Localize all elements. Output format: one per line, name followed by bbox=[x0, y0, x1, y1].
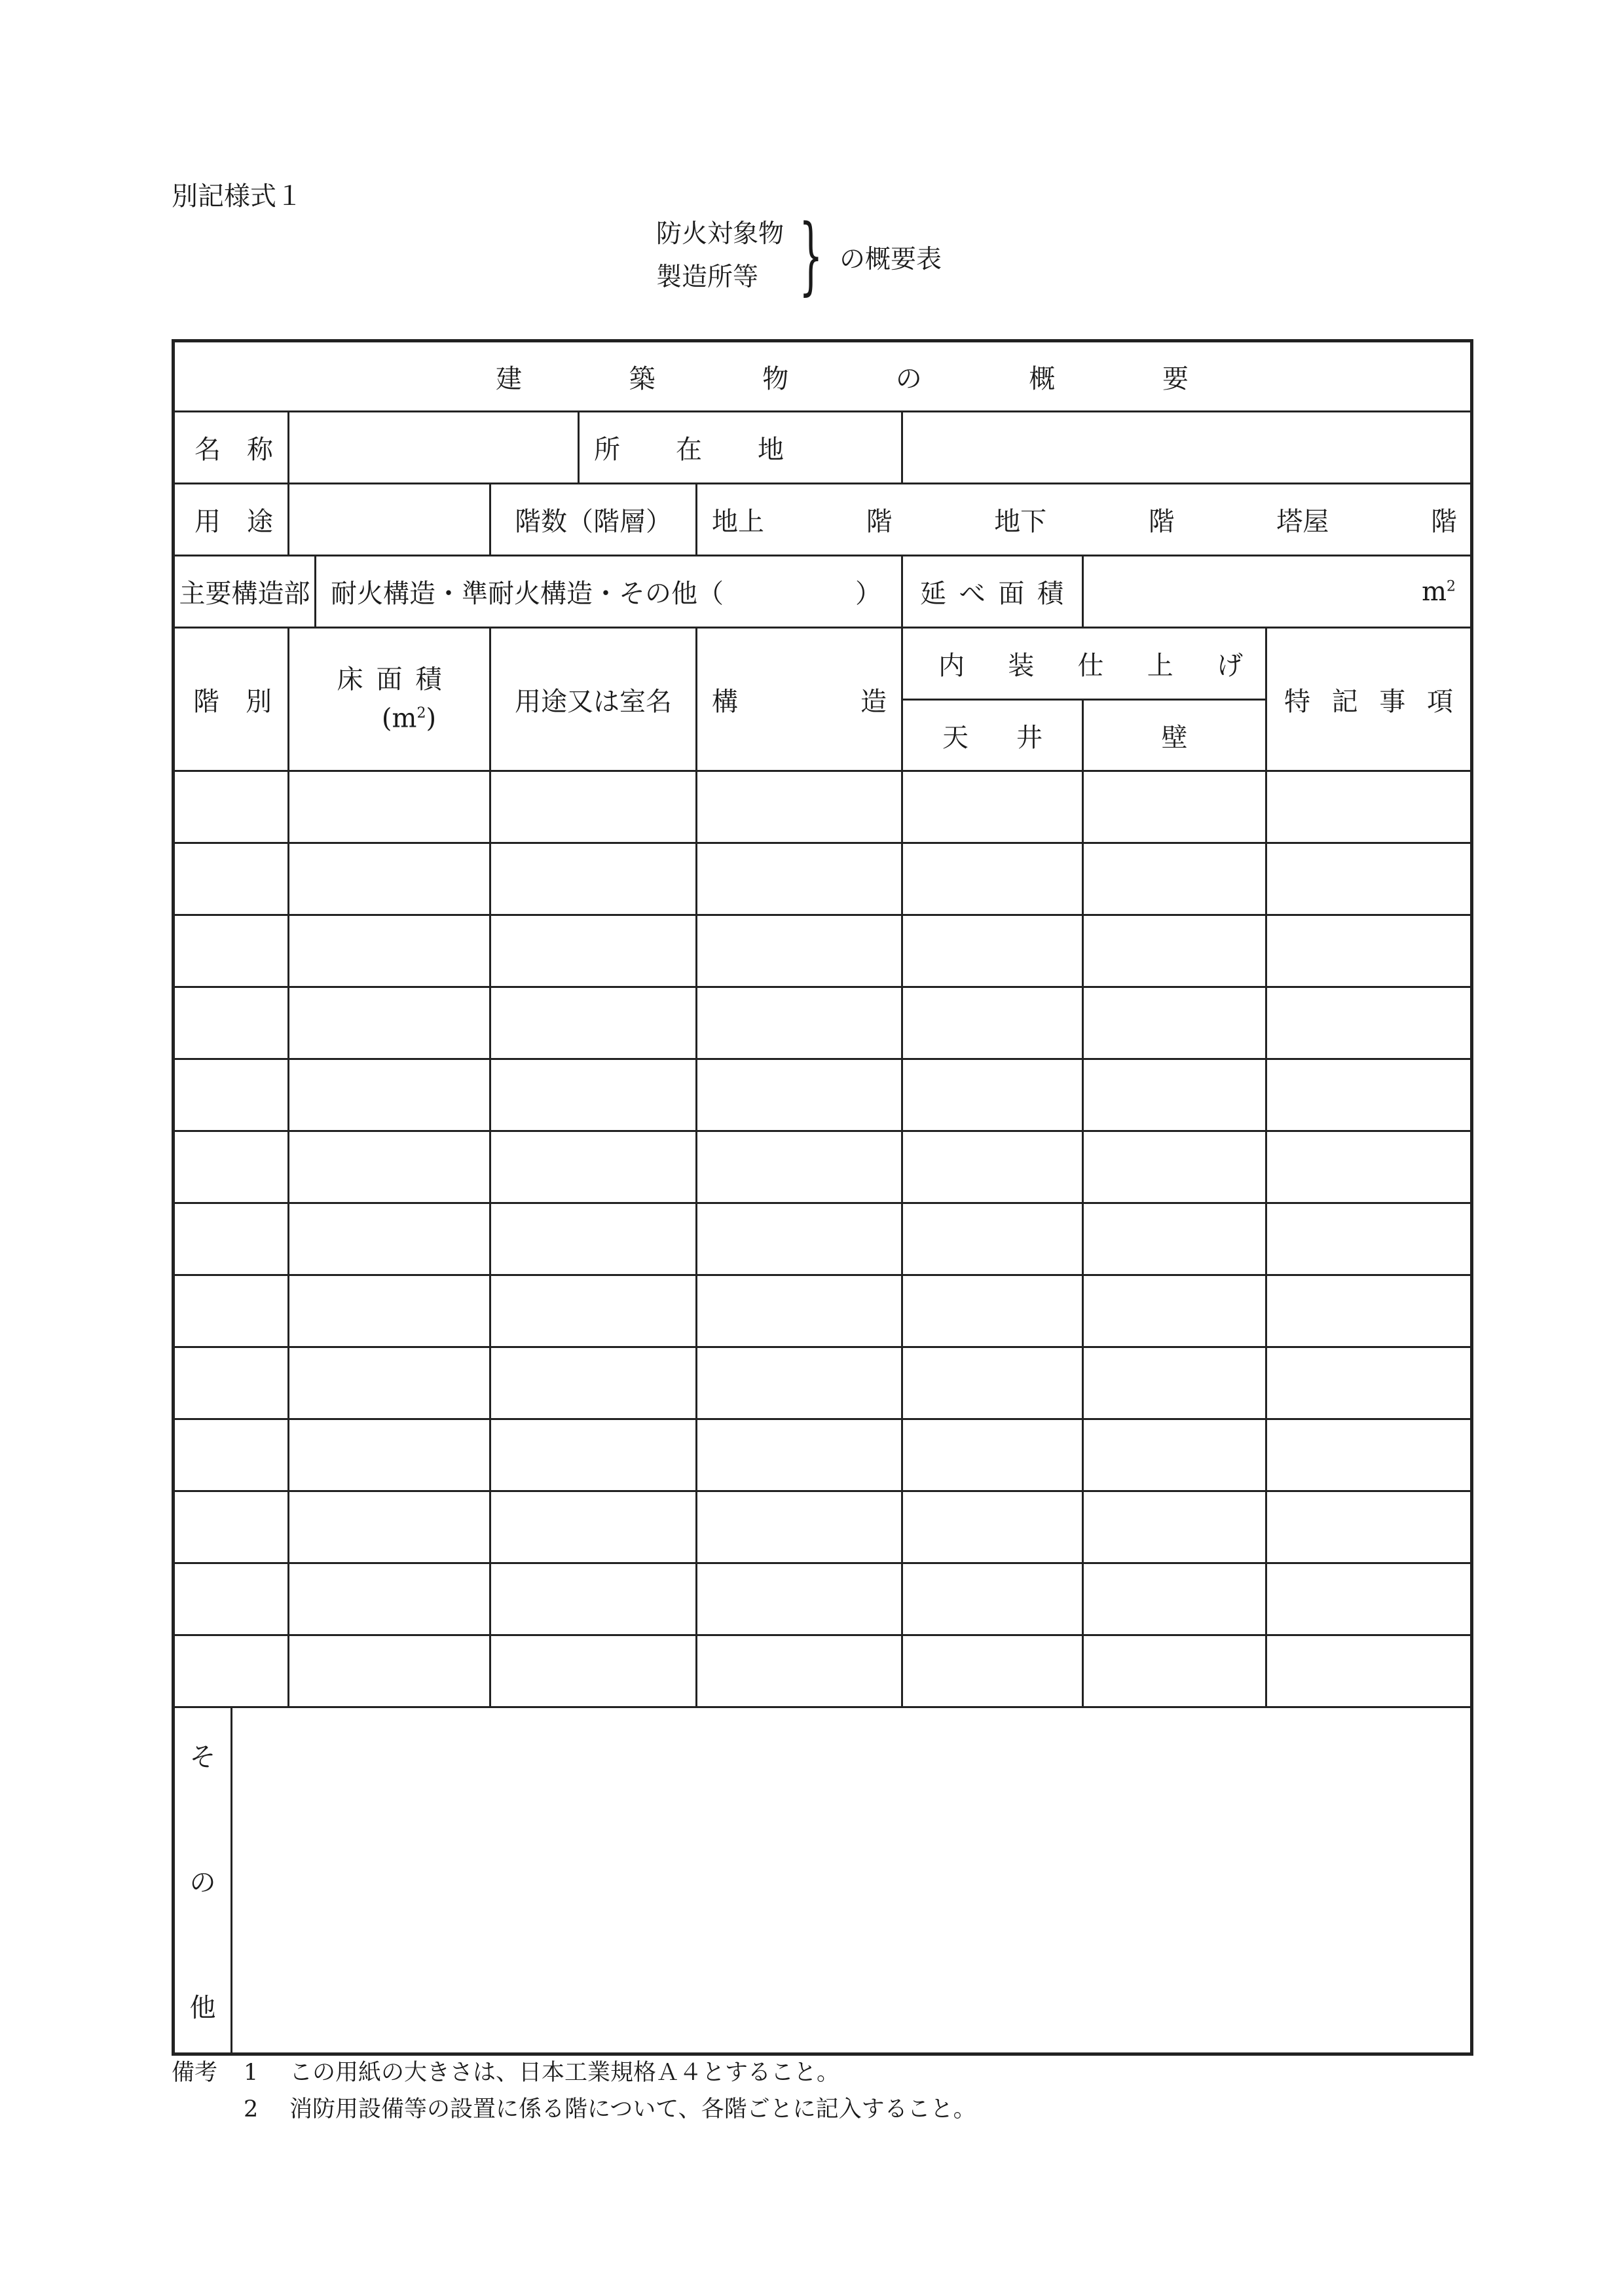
structure-cell[interactable] bbox=[697, 1491, 902, 1563]
other-row bbox=[174, 1707, 1472, 2054]
remarks-cell[interactable] bbox=[1266, 1635, 1472, 1707]
structure-cell[interactable] bbox=[697, 843, 902, 915]
table-row bbox=[174, 1203, 1472, 1275]
structure-cell[interactable] bbox=[697, 771, 902, 843]
use-cell[interactable] bbox=[490, 987, 697, 1059]
total-area-field[interactable] bbox=[1083, 556, 1472, 628]
stories-label: 階数（階層） bbox=[490, 484, 697, 556]
structure-cell[interactable] bbox=[697, 987, 902, 1059]
remarks-cell[interactable] bbox=[1266, 1131, 1472, 1203]
notes-heading: 備考 bbox=[172, 2060, 218, 2086]
title-line-1: 防火対象物 bbox=[656, 219, 784, 249]
building-overview-table bbox=[172, 339, 1473, 2056]
floor-area-cell[interactable] bbox=[289, 915, 490, 987]
note-item: 備考 1 この用紙の大きさは、日本工業規格Ａ４とすること。 bbox=[172, 2054, 976, 2091]
use-cell[interactable] bbox=[490, 843, 697, 915]
ceiling-cell[interactable] bbox=[902, 1347, 1083, 1419]
remarks-cell[interactable] bbox=[1266, 1275, 1472, 1347]
remarks-cell[interactable] bbox=[1266, 1203, 1472, 1275]
structure-cell[interactable] bbox=[697, 1635, 902, 1707]
wall-cell[interactable] bbox=[1083, 1275, 1266, 1347]
col-wall: 壁 bbox=[1083, 700, 1266, 771]
structure-cell[interactable] bbox=[697, 1059, 902, 1131]
floor-cell[interactable] bbox=[174, 1563, 289, 1635]
floor-cell[interactable] bbox=[174, 987, 289, 1059]
wall-cell[interactable] bbox=[1083, 1491, 1266, 1563]
floor-cell[interactable] bbox=[174, 1419, 289, 1491]
col-floor: 階 別 bbox=[174, 628, 289, 771]
floor-area-cell[interactable] bbox=[289, 843, 490, 915]
use-cell[interactable] bbox=[490, 1563, 697, 1635]
structure-cell[interactable] bbox=[697, 1275, 902, 1347]
floor-area-cell[interactable] bbox=[289, 771, 490, 843]
floor-cell[interactable] bbox=[174, 1059, 289, 1131]
table-heading: 建 築 物 の 概 要 bbox=[174, 341, 1472, 412]
floor-cell[interactable] bbox=[174, 843, 289, 915]
ceiling-cell[interactable] bbox=[902, 987, 1083, 1059]
location-label: 所 在 地 bbox=[579, 412, 902, 484]
other-field[interactable] bbox=[232, 1707, 1472, 2054]
wall-cell[interactable] bbox=[1083, 1419, 1266, 1491]
floor-cell[interactable] bbox=[174, 1275, 289, 1347]
use-field[interactable] bbox=[289, 484, 490, 556]
area-unit-superscript: 2 bbox=[1447, 578, 1456, 595]
table-row bbox=[174, 843, 1472, 915]
remarks-cell[interactable] bbox=[1266, 1563, 1472, 1635]
floor-cell[interactable] bbox=[174, 1203, 289, 1275]
floor-area-cell[interactable] bbox=[289, 1635, 490, 1707]
table-row bbox=[174, 1059, 1472, 1131]
name-location-row bbox=[174, 412, 1472, 484]
remarks-cell[interactable] bbox=[1266, 1419, 1472, 1491]
table-row bbox=[174, 1275, 1472, 1347]
table-row bbox=[174, 1563, 1472, 1635]
wall-cell[interactable] bbox=[1083, 987, 1266, 1059]
structure-label: 主要構造部 bbox=[174, 556, 316, 628]
table-row bbox=[174, 771, 1472, 843]
col-interior: 内 装 仕 上 げ bbox=[902, 628, 1266, 700]
floor-area-cell[interactable] bbox=[289, 987, 490, 1059]
note-item: 2 消防用設備等の設置に係る階について、各階ごとに記入すること。 bbox=[244, 2096, 976, 2123]
use-label: 用 途 bbox=[174, 484, 289, 556]
ceiling-cell[interactable] bbox=[902, 771, 1083, 843]
floor-area-cell[interactable] bbox=[289, 1131, 490, 1203]
ceiling-cell[interactable] bbox=[902, 1059, 1083, 1131]
col-structure: 構 造 bbox=[697, 628, 902, 771]
remarks-cell[interactable] bbox=[1266, 1347, 1472, 1419]
structure-cell[interactable] bbox=[697, 1131, 902, 1203]
floor-cell[interactable] bbox=[174, 771, 289, 843]
wall-cell[interactable] bbox=[1083, 1635, 1266, 1707]
name-field[interactable] bbox=[289, 412, 579, 484]
notes bbox=[172, 2054, 976, 2128]
structure-cell[interactable] bbox=[697, 1419, 902, 1491]
wall-cell[interactable] bbox=[1083, 1347, 1266, 1419]
ceiling-cell[interactable] bbox=[902, 1419, 1083, 1491]
use-cell[interactable] bbox=[490, 915, 697, 987]
col-ceiling: 天 井 bbox=[902, 700, 1083, 771]
total-area-label: 延 べ 面 積 bbox=[902, 556, 1083, 628]
floor-cell[interactable] bbox=[174, 1635, 289, 1707]
structure-options[interactable]: 耐火構造・準耐火構造・その他（ ） bbox=[316, 556, 902, 628]
floor-cell[interactable] bbox=[174, 1491, 289, 1563]
floor-area-cell[interactable] bbox=[289, 1563, 490, 1635]
floor-area-cell[interactable] bbox=[289, 1419, 490, 1491]
form-label: 別記様式１ bbox=[172, 181, 303, 211]
wall-cell[interactable] bbox=[1083, 771, 1266, 843]
stories-field[interactable]: 地上 階 地下 階 塔屋 階 bbox=[697, 484, 1472, 556]
use-cell[interactable] bbox=[490, 1059, 697, 1131]
ceiling-cell[interactable] bbox=[902, 1635, 1083, 1707]
remarks-cell[interactable] bbox=[1266, 1491, 1472, 1563]
floor-area-cell[interactable] bbox=[289, 1491, 490, 1563]
ceiling-cell[interactable] bbox=[902, 843, 1083, 915]
ceiling-cell[interactable] bbox=[902, 1491, 1083, 1563]
structure-cell[interactable] bbox=[697, 1347, 902, 1419]
brace-symbol: } bbox=[799, 207, 823, 304]
table-row bbox=[174, 1491, 1472, 1563]
table-row bbox=[174, 1131, 1472, 1203]
table-row bbox=[174, 915, 1472, 987]
other-label: そ の 他 bbox=[174, 1707, 232, 2054]
remarks-cell[interactable] bbox=[1266, 987, 1472, 1059]
floor-cell[interactable] bbox=[174, 915, 289, 987]
use-cell[interactable] bbox=[490, 1419, 697, 1491]
title-line-2: 製造所等 bbox=[656, 263, 759, 292]
ceiling-cell[interactable] bbox=[902, 1203, 1083, 1275]
name-label: 名 称 bbox=[174, 412, 289, 484]
area-unit: m bbox=[1422, 576, 1447, 607]
use-cell[interactable] bbox=[490, 1203, 697, 1275]
structure-row bbox=[174, 556, 1472, 628]
use-cell[interactable] bbox=[490, 1635, 697, 1707]
ceiling-cell[interactable] bbox=[902, 915, 1083, 987]
floor-cell[interactable] bbox=[174, 1131, 289, 1203]
floor-area-cell[interactable] bbox=[289, 1275, 490, 1347]
remarks-cell[interactable] bbox=[1266, 843, 1472, 915]
use-cell[interactable] bbox=[490, 1491, 697, 1563]
remarks-cell[interactable] bbox=[1266, 771, 1472, 843]
ceiling-cell[interactable] bbox=[902, 1131, 1083, 1203]
table-row bbox=[174, 1635, 1472, 1707]
heading-row bbox=[174, 341, 1472, 412]
use-cell[interactable] bbox=[490, 1275, 697, 1347]
table-row bbox=[174, 1419, 1472, 1491]
ceiling-cell[interactable] bbox=[902, 1563, 1083, 1635]
title-suffix: の概要表 bbox=[840, 245, 942, 274]
floor-area-cell[interactable] bbox=[289, 1059, 490, 1131]
floor-cell[interactable] bbox=[174, 1347, 289, 1419]
structure-cell[interactable] bbox=[697, 1563, 902, 1635]
structure-cell[interactable] bbox=[697, 1203, 902, 1275]
table-row bbox=[174, 1347, 1472, 1419]
location-field[interactable] bbox=[902, 412, 1472, 484]
wall-cell[interactable] bbox=[1083, 915, 1266, 987]
ceiling-cell[interactable] bbox=[902, 1275, 1083, 1347]
floor-area-cell[interactable] bbox=[289, 1203, 490, 1275]
use-cell[interactable] bbox=[490, 771, 697, 843]
use-cell[interactable] bbox=[490, 1347, 697, 1419]
title-stack bbox=[656, 213, 807, 299]
remarks-cell[interactable] bbox=[1266, 915, 1472, 987]
wall-cell[interactable] bbox=[1083, 1131, 1266, 1203]
use-stories-row bbox=[174, 484, 1472, 556]
floor-area-cell[interactable] bbox=[289, 1347, 490, 1419]
col-floor-area: 床 面 積 $(m^2)$ bbox=[289, 628, 490, 771]
wall-cell[interactable] bbox=[1083, 1059, 1266, 1131]
col-use: 用途又は室名 bbox=[490, 628, 697, 771]
wall-cell[interactable] bbox=[1083, 1203, 1266, 1275]
use-cell[interactable] bbox=[490, 1131, 697, 1203]
table-row bbox=[174, 987, 1472, 1059]
wall-cell[interactable] bbox=[1083, 1563, 1266, 1635]
column-header-row-1 bbox=[174, 628, 1472, 700]
col-remarks: 特 記 事 項 bbox=[1266, 628, 1472, 771]
remarks-cell[interactable] bbox=[1266, 1059, 1472, 1131]
wall-cell[interactable] bbox=[1083, 843, 1266, 915]
structure-cell[interactable] bbox=[697, 915, 902, 987]
